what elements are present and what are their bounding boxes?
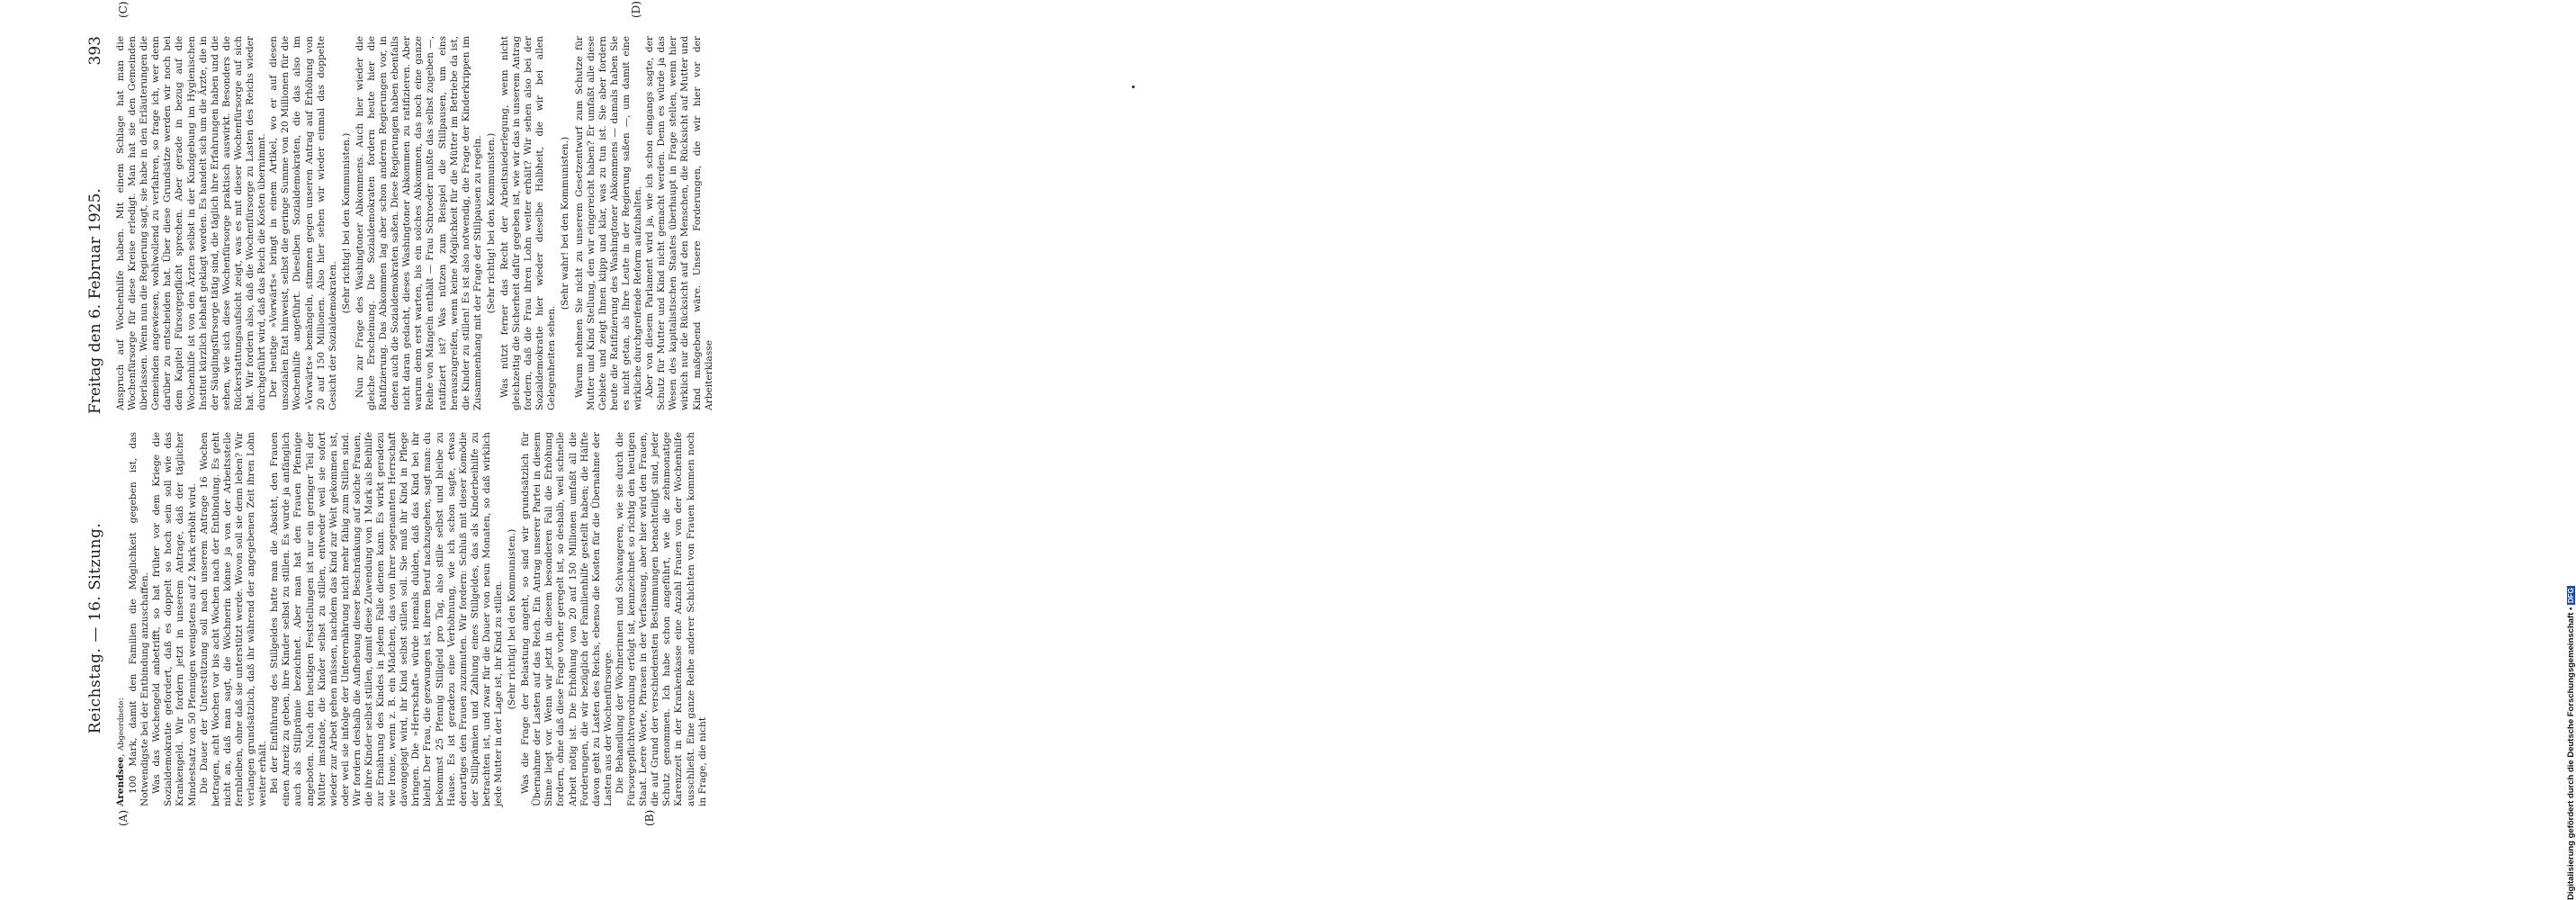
header-date: Freitag den 6. Februar 1925. — [86, 188, 104, 414]
running-header-left: Reichstag. — 16. Sitzung. — [86, 522, 104, 734]
page-number: 393 — [86, 36, 104, 66]
paragraph: Was das Wochengeld anbetrifft, so hat früher vor dem Kriege die Sozialdemokratie gefordert, daß es doppelt so hoch sein soll wie das Krankengeld. Wir fordern jetzt in unserem Antrage, daß der täglicher Mindestsatz von 50 Pfennigen wenigstens auf 2 Mark erhöht wird. — [151, 432, 198, 806]
paragraph: Der heutige »Vorwärts« bringt in einem Artikel, wo er auf diesen unsozialen Etat hinweist, selbst die geringe Summe von 20 Millionen für die Wochenhilfe angeführt. Dieselben Sozialdemokraten, die das also im »Vorwärts« bemängeln, stimmen gegen unseren Antrag auf Erhöhung von 20 auf 150 Millionen. Also hier sehen wir wieder einmal das doppelte Gesicht der Sozialdemokraten. — [268, 36, 338, 410]
paragraph: Bei der Einführung des Stillgeldes hatte man die Absicht, den Frauen einen Anreiz zu geben, ihre Kinder selbst zu stillen. Es wurde ja anfänglich auch als Stillprämie bezeichnet. Aber man hat den Frauen Pfennige angeboten. Nach den heutigen Feststellungen ist nur ein geringer Teil der Mütter imstande, die Kinder selbst zu stillen, entweder weil sie sofort wieder zur Arbeit gehen müssen, nachdem das Kind zur Welt gekommen ist, oder weil sie infolge der Unterernährung nicht mehr fähig zum Stillen sind. Wir fordern deshalb die Aufhebung dieser Beschränkung auf solche Frauen, die ihre Kinder selbst stillen, damit diese Zuwendung von 1 Mark als Beihilfe zur Ernährung des Kindes in jedem Falle dienen kann. Es wirkt geradezu wie Ironie, wenn z. B. ein Mädchen, das von ihrer sogenannten Herrschaft davongejagt wird, ihr Kind selbst stillen soll. Sie muß ihr Kind in Pflege bringen. Die »Herrschaft« würde niemals dulden, daß das Kind bei ihr bleibt. Der Frau, die gezwungen ist, ihrem Beruf nachzugehen, sagt man: du bekommst 25 Pfennig Stillgeld pro Tag, also stille selbst und bleibe zu Hause. Es ist geradezu eine Verhöhnung, wie ich schon sagte, etwas derartiges den Frauen zuzumuten. Wir fordern: Schluß mit dieser Komödie der Stillprämien und Zahlung eines Stillgeldes, das als Kinderbeihilfe zu betrachten ist, und zwar für die Dauer von neun Monaten, so daß wirklich jede Mutter in der Lage ist, ihr Kind zu stillen. — [269, 432, 504, 806]
margin-mark-b: (B) — [643, 809, 656, 826]
paragraph: Was nützt ferner das Recht der Arbeitsniederlegung, wenn nicht gleichzeitig die Sicherheit dafür gegeben ist, wie wir das in unserem Antrag fordern, daß die Frau ihren Lohn weiter erhält? Wir sehen also bei der Sozialdemokratie hier wieder dieselbe Halbheit, die wir bei allen Gelegenheiten sehen. — [499, 36, 558, 410]
paragraph: Was die Frage der Belastung angeht, so sind wir grundsätzlich für Übernahme der Lasten auf das Reich. Ein Antrag unserer Partei in diesem Sinne liegt vor. Wenn wir jetzt in diesem besonderen Fall die Erhöhung fordern, ohne daß diese Frage vorher geregelt ist, so deshalb, weil schnelle Arbeit nötig ist. Die Erhöhung von 20 auf 150 Millionen umfaßt all die Forderungen, die wir bezüglich der Familienhilfe gestellt haben; die Hälfte davon geht zu Lasten des Reichs, ebenso die Kosten für die Übernahme der Lasten aus der Wochenfürsorge. — [520, 432, 614, 806]
interjection: (Sehr wahr! bei den Kommunisten.) — [560, 136, 571, 310]
paragraph: 100 Mark, damit den Familien die Möglichkeit gegeben ist, das Notwendigste bei der Entbindung anzuschaffen. — [128, 432, 151, 806]
paragraph: Nun zur Frage des Washingtoner Abkommens. Auch hier wieder die gleiche Erscheinung. Die Sozialdemokraten fordern heute hier die Ratifizierung. Das Abkommen lag aber schon anderen Regierungen vor, in denen auch die Sozialdemokraten saßen. Diese Regierungen haben ebenfalls nicht daran gedacht, dieses Washingtoner Abkommen zu ratifizieren. Aber warum denn erst warten, bis ein solches Abkommen, das noch eine ganze Reihe von Mängeln enthält — Frau Schroeder mußte das selbst zugeben —, ratifiziert ist? Was nützen zum Beispiel die Stillpausen, um eins herauszugreifen, wenn keine Möglichkeit für die Mütter im Betriebe da ist, die Kinder zu stillen! Es ist also notwendig, die Frage der Kinderkrippen im Zusammenhang mit der Frage der Stillpausen zu regeln. — [354, 36, 483, 410]
margin-mark-a: (A) — [117, 809, 130, 826]
text-column-right — [115, 36, 715, 410]
interjection: (Sehr richtig! bei den Kommunisten.) — [507, 528, 518, 710]
paragraph: Warum nehmen Sie nicht zu unserem Gesetzentwurf zum Schutze für Mutter und Kind Stellung, den wir eingereicht haben? Er umfaßt alle diese Gebiete und zeigt Ihnen klipp und klar, was zu tun ist. Sie aber fordern heute die Ratifizierung des Washingtoner Abkommens — damals haben Sie es nicht getan, als Ihre Leute in der Regierung saßen —, um damit eine wirkliche durchgreifende Reform aufzuhalten. — [573, 36, 644, 410]
paragraph: Aber von diesem Parlament wird ja, wie ich schon eingangs sagte, der Schutz für Mutter und Kind nicht gemacht werden. Denn es würde ja das Wesen des kapitalistischen Staates überhaupt in Frage stellen, wenn hier wirklich nur die Rücksicht auf den Menschen, die Rücksicht auf Mutter und Kind maßgebend wäre. Unsere Forderungen, die wir hier vor der Arbeiterklasse — [644, 36, 714, 410]
speaker-line: Arendsee, Abgeordnete: — [115, 697, 126, 806]
running-header-right — [86, 27, 113, 414]
rotated-newspaper-page — [0, 0, 1260, 900]
interjection: (Sehr richtig! bei den Kommunisten.) — [485, 132, 497, 314]
margin-mark-c: (C) — [117, 1, 130, 18]
paragraph: Die Dauer der Unterstützung soll nach unserem Antrage 16 Wochen betragen, acht Wochen vor bis acht Wochen nach der Entbindung. Es geht nicht an, daß man sagt, die Wöchnerin könne ja von der Arbeitsstelle fernbleiben, ohne daß sie unterstützt werde. Wovon soll sie denn leben? Wir verlangen grundsätzlich, daß ihr während der angegebenen Zeit ihren Lohn weiter erhält. — [198, 432, 269, 806]
margin-mark-d: (D) — [630, 1, 642, 18]
paragraph: Anspruch auf Wochenhilfe haben. Mit einem Schlage hat man die Wochenfürsorge für diese Kreise erledigt. Man hat sie den Gemeinden überlassen. Wenn nun die Regierung sagt, sie habe in den Erläuterungen die Gemeinden angewiesen, wohlwollend zu verfahren, so frage ich, wer denn darüber zu entscheiden hat. Über diese Grundsätze werden wir noch bei dem Kapitel Fürsorgepflicht sprechen. Aber gerade in bezug auf die Wochenhilfe ist von den Ärzten selbst in der Kundgebung im Hygienischen Institut kürzlich lebhaft geklagt worden. Es handelt sich um die Ärzte, die in der Säuglingsfürsorge tätig sind, die täglich ihre Erfahrungen haben und die sehen, wie sich diese Wochenfürsorge praktisch auswirkt. Besonders die Rückerstattungsaufsicht zeigt, was es mit dieser Wochenfürsorge auf sich hat. Wir fordern also, daß die Wochenfürsorge zu Lasten des Reichs wieder durchgeführt wird, daß das Reich die Kosten übernimmt. — [115, 36, 268, 410]
text-column-left — [115, 432, 709, 806]
speaker-note: Abgeordnete — [117, 700, 126, 752]
funding-stamp — [1276, 7, 2576, 900]
paragraph: Die Behandlung der Wöchnerinnen und Schwangeren, wie sie durch die Fürsorgepflichtverordnung erfolgt ist, kennzeichnet so richtig den heutigen Staat. Leere Worte, Phrasen in der Verfassung, aber hier wird den Frauen, die auf Grund der verschiedensten Bestimmungen benachteiligt sind, jeder Schutz genommen. Ich habe schon angeführt, wie die zehnmonatige Karenzzeit in der Krankenkasse eine Anzahl Frauen von der Wochenhilfe ausschließt. Eine ganze Reihe anderer Schichten von Frauen kommen noch in Frage, die nicht — [614, 432, 708, 806]
dfg-logo: DFG — [2567, 588, 2575, 604]
funding-stamp-text: Digitalisierung gefördert durch die Deutsche Forschungsgemeinschaft • DFG — [2566, 588, 2576, 900]
speaker-name: Arendsee — [115, 756, 126, 806]
interjection: (Sehr richtig! bei den Kommunisten.) — [340, 132, 352, 314]
funding-text: Digitalisierung gefördert durch die Deutsche Forschungsgemeinschaft — [2566, 612, 2576, 900]
ink-speck — [1132, 86, 1135, 88]
